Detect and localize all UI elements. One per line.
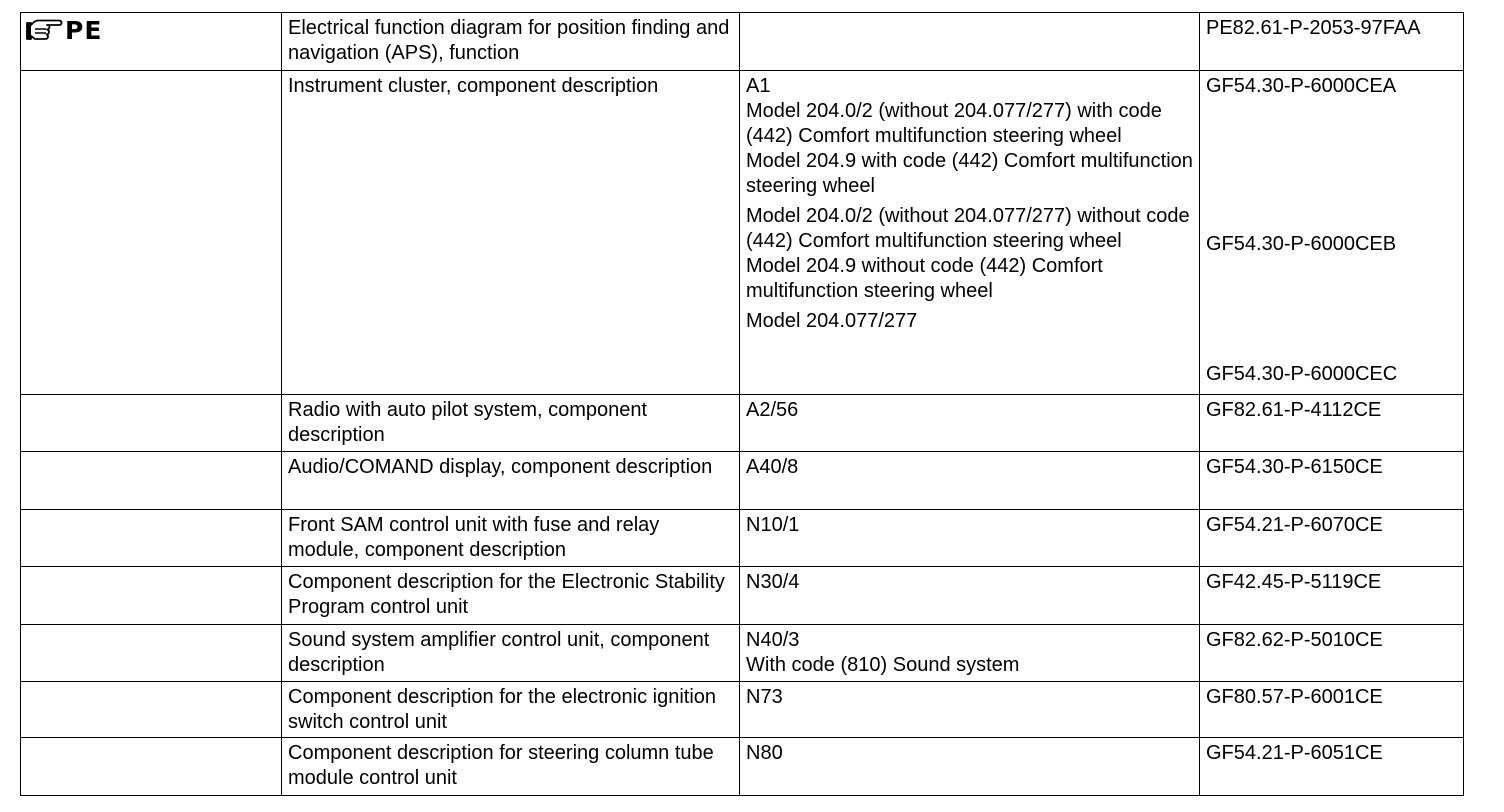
document-code-link[interactable]: GF42.45-P-5119CE — [1200, 567, 1464, 625]
component-cell: A2/56 — [740, 395, 1200, 452]
document-code-link[interactable]: GF54.30-P-6000CEA — [1206, 75, 1397, 97]
empty-cell — [21, 625, 282, 682]
description-cell: Radio with auto pilot system, component description — [282, 395, 740, 452]
document-code-link[interactable]: GF54.30-P-6000CEB — [1206, 233, 1397, 255]
document-code-link[interactable]: GF54.30-P-6000CEC — [1206, 363, 1398, 385]
empty-cell — [21, 71, 282, 395]
description-cell: Component description for the electronic ignition switch control unit — [282, 682, 740, 738]
variant-line: Model 204.0/2 (without 204.077/277) with code (442) Comfort multifunction steering wheel — [746, 100, 1162, 147]
pe-marker-cell — [21, 13, 282, 71]
component-cell — [740, 71, 1200, 395]
document-code-link[interactable]: GF82.61-P-4112CE — [1200, 395, 1464, 452]
reference-table — [20, 12, 1464, 796]
empty-cell — [21, 510, 282, 567]
component-cell: N73 — [740, 682, 1200, 738]
table-row — [21, 510, 1464, 567]
description-cell: Instrument cluster, component description — [282, 71, 740, 395]
description-cell: Sound system amplifier control unit, component description — [282, 625, 740, 682]
table-row — [21, 625, 1464, 682]
code-cell — [1200, 71, 1464, 395]
empty-cell — [21, 395, 282, 452]
table-row — [21, 567, 1464, 625]
document-code-link[interactable]: GF54.30-P-6150CE — [1200, 452, 1464, 510]
description-cell: Component description for the Electronic Stability Program control unit — [282, 567, 740, 625]
component-id: A1 — [746, 75, 771, 97]
pe-marker-label: PE — [65, 16, 103, 45]
description-cell: Electrical function diagram for position finding and navigation (APS), function — [282, 13, 740, 71]
document-code-link[interactable]: GF80.57-P-6001CE — [1200, 682, 1464, 738]
empty-cell — [21, 682, 282, 738]
component-cell — [740, 13, 1200, 71]
empty-cell — [21, 567, 282, 625]
component-note: With code (810) Sound system — [746, 654, 1020, 676]
description-cell: Component description for steering column tube module control unit — [282, 738, 740, 796]
table-row — [21, 13, 1464, 71]
pointing-hand-icon — [25, 19, 63, 43]
empty-cell — [21, 452, 282, 510]
document-code-link[interactable]: GF54.21-P-6051CE — [1200, 738, 1464, 796]
component-cell: N10/1 — [740, 510, 1200, 567]
description-cell: Audio/COMAND display, component description — [282, 452, 740, 510]
component-cell: A40/8 — [740, 452, 1200, 510]
component-cell — [740, 625, 1200, 682]
component-id: N40/3 — [746, 629, 800, 651]
empty-cell — [21, 738, 282, 796]
table-row — [21, 71, 1464, 395]
description-cell: Front SAM control unit with fuse and relay module, component description — [282, 510, 740, 567]
component-cell: N30/4 — [740, 567, 1200, 625]
variant-line: Model 204.077/277 — [746, 310, 918, 332]
table-row — [21, 452, 1464, 510]
table-row — [21, 682, 1464, 738]
document-code-link[interactable]: PE82.61-P-2053-97FAA — [1200, 13, 1464, 71]
component-cell: N80 — [740, 738, 1200, 796]
variant-line: Model 204.9 without code (442) Comfort multifunction steering wheel — [746, 255, 1103, 302]
variant-line: Model 204.9 with code (442) Comfort multifunction steering wheel — [746, 150, 1193, 197]
table-row — [21, 395, 1464, 452]
document-code-link[interactable]: GF54.21-P-6070CE — [1200, 510, 1464, 567]
table-row — [21, 738, 1464, 796]
variant-line: Model 204.0/2 (without 204.077/277) without code (442) Comfort multifunction steering wheel — [746, 205, 1190, 252]
document-code-link[interactable]: GF82.62-P-5010CE — [1200, 625, 1464, 682]
